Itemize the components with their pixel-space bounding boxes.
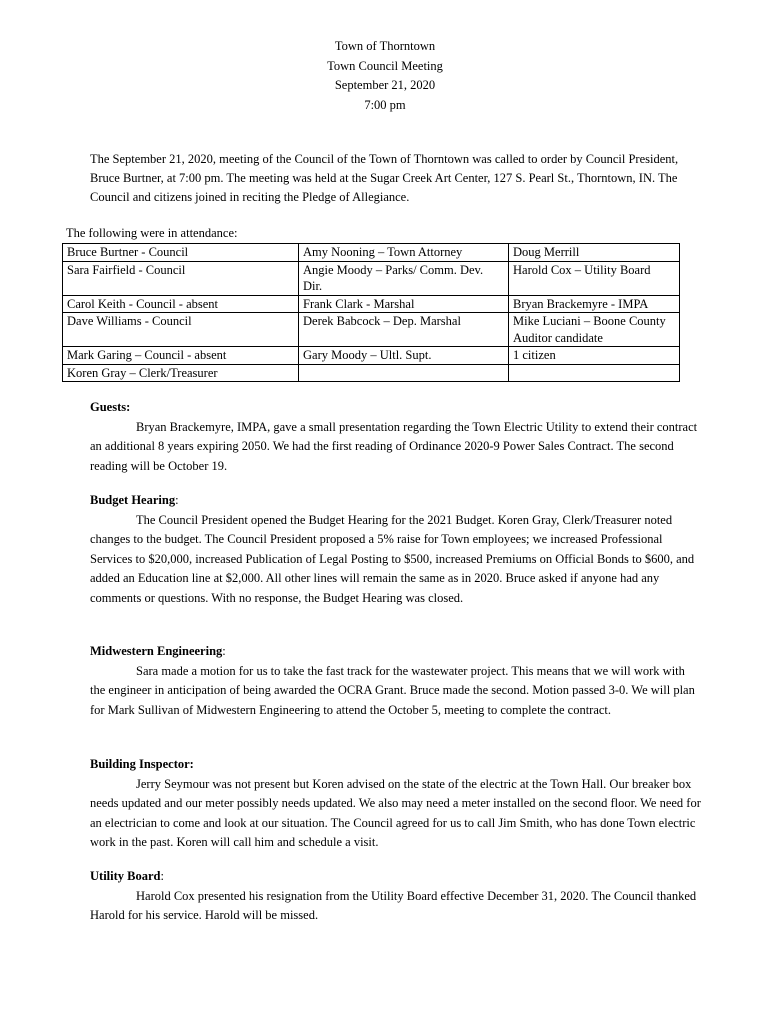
section-body: Harold Cox presented his resignation from the Utility Board effective December 31, 2020. The Council thanked Harold for his service. Harold will be missed. xyxy=(90,888,697,922)
section-heading: Utility Board: xyxy=(90,869,164,883)
intro-paragraph: The September 21, 2020, meeting of the Council of the Town of Thorntown was called to order by Council President, Bruce Burtner, at 7:00 pm. The meeting was held at the Sugar Creek Art Center, 127 S. Pearl St., Thorntown, IN. The Council and citizens joined in reciting the Pledge of Allegiance. xyxy=(90,152,679,204)
table-cell xyxy=(509,364,680,382)
header-time: 7:00 pm xyxy=(364,97,406,112)
table-cell: Bryan Brackemyre - IMPA xyxy=(509,295,680,313)
table-cell: Derek Babcock – Dep. Marshal xyxy=(299,313,509,347)
table-cell: Dave Williams - Council xyxy=(63,313,299,347)
section-title: Utility Board xyxy=(90,869,161,883)
document-header xyxy=(0,37,770,115)
table-cell: Mike Luciani – Boone County Auditor candidate xyxy=(509,313,680,347)
attendance-label: The following were in attendance: xyxy=(66,226,238,240)
table-cell: Frank Clark - Marshal xyxy=(299,295,509,313)
table-cell: Carol Keith - Council - absent xyxy=(63,295,299,313)
table-cell: Koren Gray – Clerk/Treasurer xyxy=(63,364,299,382)
table-row xyxy=(63,244,680,262)
section-title: Budget Hearing xyxy=(90,493,176,507)
guests-section xyxy=(90,398,702,476)
attendance-table xyxy=(62,243,680,382)
budget-section xyxy=(90,491,702,608)
section-heading: Budget Hearing: xyxy=(90,493,179,507)
table-cell: Gary Moody – Ultl. Supt. xyxy=(299,347,509,365)
header-meeting: Town Council Meeting xyxy=(327,58,443,73)
table-row xyxy=(63,313,680,347)
section-title: Midwestern Engineering xyxy=(90,644,223,658)
table-cell: Amy Nooning – Town Attorney xyxy=(299,244,509,262)
header-town: Town of Thorntown xyxy=(334,39,436,53)
table-row xyxy=(63,295,680,313)
table-cell: Doug Merrill xyxy=(509,244,680,262)
table-cell xyxy=(299,364,509,382)
table-cell: Mark Garing – Council - absent xyxy=(63,347,299,365)
section-body: Sara made a motion for us to take the fast track for the wastewater project. This means that we will work with the engineer in anticipation of being awarded the OCRA Grant. Bruce made the second. Motion passed 3-0. We will plan for Mark Sullivan of Midwestern Engineering to attend the October 5, meeting to complete the contract. xyxy=(90,663,695,717)
table-cell: Angie Moody – Parks/ Comm. Dev. Dir. xyxy=(299,261,509,295)
section-body: Bryan Brackemyre, IMPA, gave a small presentation regarding the Town Electric Utility to extend their contract an additional 8 years expiring 2050. We had the first reading of Ordinance 2020-9 Power Sales Contract. The second reading will be October 19. xyxy=(90,419,698,473)
table-row xyxy=(63,261,680,295)
section-title: Guests: xyxy=(90,400,131,414)
section-body: The Council President opened the Budget Hearing for the 2021 Budget. Koren Gray, Clerk/Treasurer noted changes to the budget. The Council President proposed a 5% raise for Town employees; we increased Professional Services to $20,000, increased Publication of Legal Posting to $500, increased Premiums on Official Bonds to $600, and added an Education line at $2,000. All other lines will remain the same as in 2020. Bruce asked if anyone had any comments or questions. With no response, the Budget Hearing was closed. xyxy=(90,512,695,605)
utility-section xyxy=(90,867,702,926)
table-cell: Bruce Burtner - Council xyxy=(63,244,299,262)
inspector-section xyxy=(90,755,702,853)
section-body: Jerry Seymour was not present but Koren advised on the state of the electric at the Town Hall. Our breaker box needs updated and our meter possibly needs updated. We also may need a meter installed on the second floor. We need for an electrician to come and look at our situation. The Council agreed for us to call Jim Smith, who has done Town electric work in the past. Koren will call him and schedule a visit. xyxy=(90,776,701,849)
midwestern-section xyxy=(90,642,702,720)
section-heading: Midwestern Engineering: xyxy=(90,644,226,658)
section-title: Building Inspector: xyxy=(90,757,194,771)
header-date: September 21, 2020 xyxy=(334,78,436,92)
table-row xyxy=(63,364,680,382)
table-row xyxy=(63,347,680,365)
table-cell: Sara Fairfield - Council xyxy=(63,261,299,295)
table-cell: 1 citizen xyxy=(509,347,680,365)
table-cell: Harold Cox – Utility Board xyxy=(509,261,680,295)
